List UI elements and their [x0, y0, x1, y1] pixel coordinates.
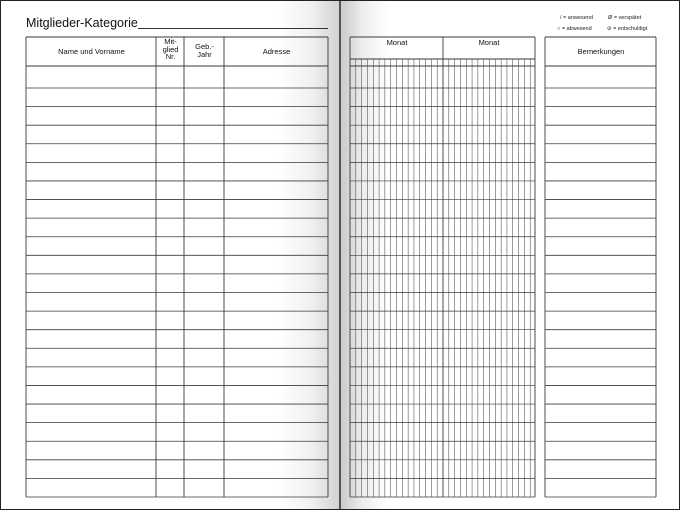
excused-text: = entschuldigt [613, 26, 648, 32]
column-header-birth-year: Geb.- Jahr [195, 42, 214, 59]
absent-text: = abwesend [561, 26, 592, 32]
column-header-member-nr: Mit- glied Nr. [162, 37, 179, 61]
legend-late [608, 15, 641, 21]
legend-excused [607, 26, 647, 32]
present-symbol: / [560, 15, 562, 21]
month-header-2: Monat [478, 38, 500, 47]
present-text: = anwesend [563, 15, 593, 21]
legend-present [560, 15, 593, 21]
column-header-address: Adresse [262, 47, 291, 56]
excused-symbol: ⊘ [607, 26, 612, 32]
late-symbol: Ø [608, 15, 613, 21]
column-header-remarks: Bemerkungen [577, 47, 625, 56]
late-text: = verspätet [613, 15, 642, 21]
page-title: Mitglieder-Kategorie [26, 16, 138, 30]
month-header-1: Monat [386, 38, 408, 47]
legend-absent [557, 26, 592, 32]
absent-symbol: ○ [557, 26, 561, 32]
column-header-name: Name und Vorname [58, 47, 125, 56]
